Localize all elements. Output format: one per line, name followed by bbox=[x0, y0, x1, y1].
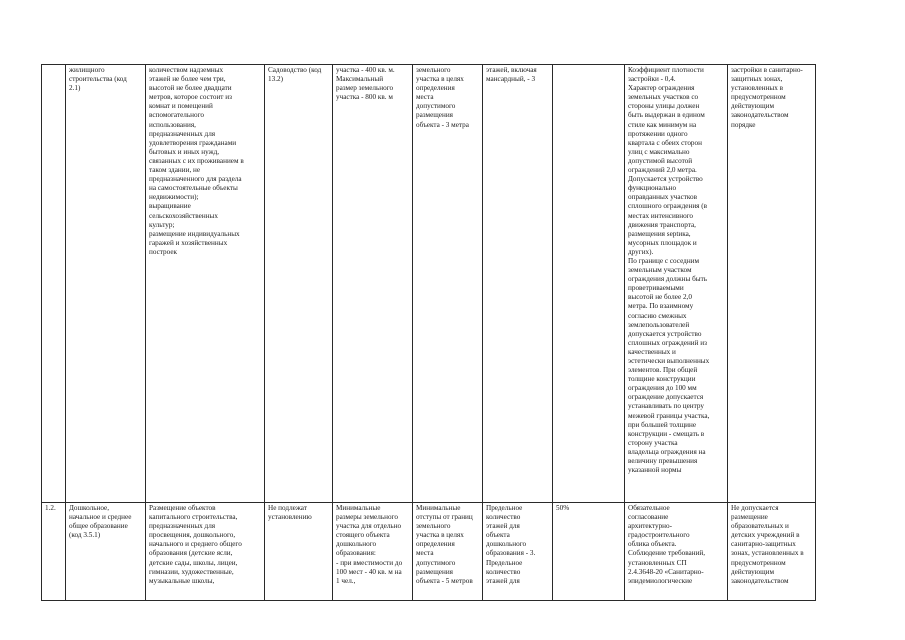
use-type-name-cell: Дошкольное, начальное и среднее общее образование (код 3.5.1) bbox=[66, 503, 146, 601]
auxiliary-use-cell: Не подлежат установлению bbox=[265, 503, 333, 601]
use-description-cell: количеством надземных этажей не более чем три, высотой не более двадцати метров, которое состоит из комнат и помещений вспомогательного использования, предназначенных для удовлетворения гражданами бытовых и иных нужд, связанных с их проживанием в таком здании, не предназначенного для раздела на самостоятельные объекты недвижимости); выращивание сельскохозяйственных культур; размещение индивидуальных гаражей и хозяйственных построек bbox=[146, 65, 265, 503]
coverage-cell bbox=[553, 65, 625, 503]
setback-cell: земельного участка в целях определения места допустимого размещения объекта - 3 метра bbox=[413, 65, 483, 503]
restrictions-cell: застройки в санитарно- защитных зонах, установленных в предусмотренном действующим законодательством порядке bbox=[728, 65, 816, 503]
table-row bbox=[42, 65, 816, 503]
restrictions-cell: Не допускается размещение образовательных и детских учреждений в санитарно-защитных зонах, установленных в предусмотренном действующим законодательством bbox=[728, 503, 816, 601]
zoning-regulations-table bbox=[41, 64, 816, 601]
row-number-cell bbox=[42, 65, 66, 503]
setback-cell: Минимальные отступы от границ земельного участка в целях определения места допустимого размещения объекта - 5 метров bbox=[413, 503, 483, 601]
plot-size-cell: Минимальные размеры земельного участка для отдельно стоящего объекта дошкольного образования: - при вместимости до 100 мест - 40 кв. м на 1 чел., bbox=[333, 503, 413, 601]
use-description-cell: Размещение объектов капитального строительства, предназначенных для просвещения, дошкольного, начального и среднего общего образования (детские ясли, детские сады, школы, лицеи, гимназии, художественные, музыкальные школы, bbox=[146, 503, 265, 601]
coverage-cell: 50% bbox=[553, 503, 625, 601]
floors-cell: Предельное количество этажей для объекта дошкольного образования - 3. Предельное количество этажей для bbox=[483, 503, 553, 601]
other-parameters-cell: Обязательное согласование архитектурно- градостроительного облика объекта. Соблюдение требований, установленных СП 2.4.3648-20 «Санитарно- эпидемиологические bbox=[625, 503, 728, 601]
plot-size-cell: участка - 400 кв. м. Максимальный размер земельного участка - 800 кв. м bbox=[333, 65, 413, 503]
other-parameters-cell: Коэффициент плотности застройки - 0,4. Характер ограждения земельных участков со стороны улицы должен быть выдержан в едином стиле как минимум на протяжении одного квартала с обеих сторон улиц с максимально допустимой высотой ограждений 2,0 метра. Допускается устройство функционально оправданных участков сплошного ограждения (в местах интенсивного движения транспорта, размещения septика, мусорных площадок и других). По границе с соседним земельным участком ограждения должны быть проветриваемыми высотой не более 2,0 метра. По взаимному согласию смежных землепользователей допускается устройство сплошных ограждений из качественных и эстетически выполненных элементов. При общей толщине конструкции ограждения до 100 мм ограждение допускается устанавливать по центру межевой границы участка, при большей толщине конструкции - смещать в сторону участка владельца ограждения на величину превышения указанной нормы bbox=[625, 65, 728, 503]
auxiliary-use-cell: Садоводство (код 13.2) bbox=[265, 65, 333, 503]
use-type-name-cell: жилищного строительства (код 2.1) bbox=[66, 65, 146, 503]
floors-cell: этажей, включая мансардный, - 3 bbox=[483, 65, 553, 503]
table-row bbox=[42, 503, 816, 601]
row-number-cell: 1.2. bbox=[42, 503, 66, 601]
